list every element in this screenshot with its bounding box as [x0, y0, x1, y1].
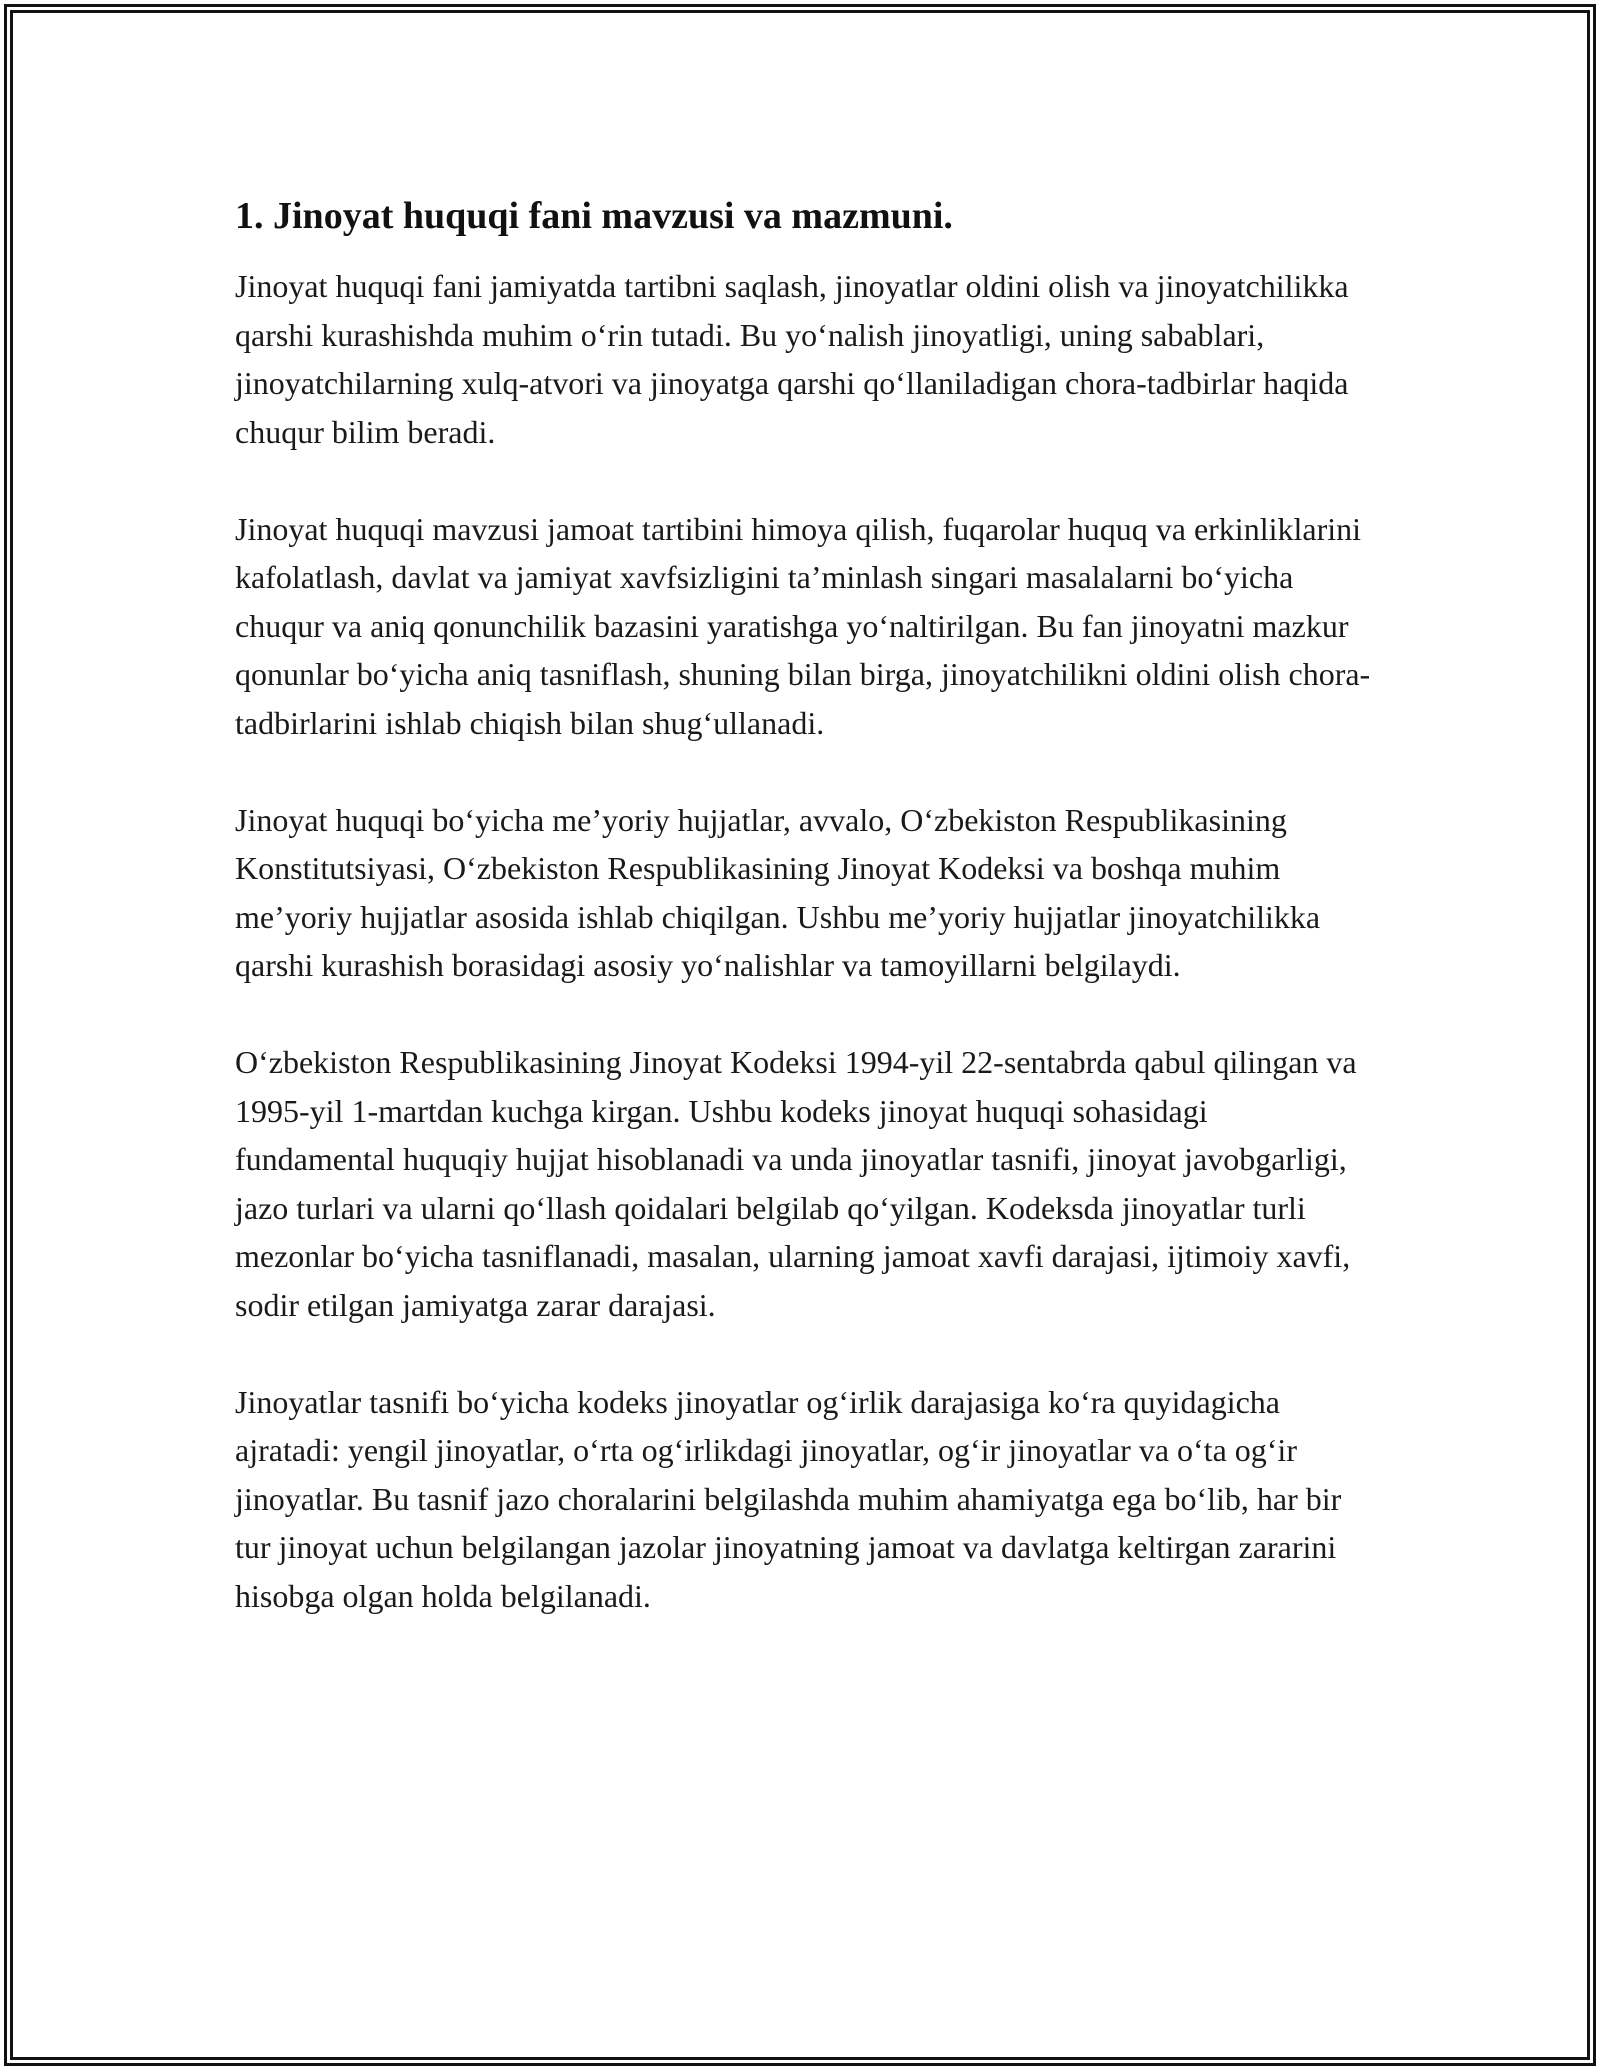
document-body [235, 186, 1375, 1620]
paragraph-5: Jinoyatlar tasnifi bo‘yicha kodeks jinoyatlar og‘irlik darajasiga ko‘ra quyidagicha ajratadi: yengil jinoyatlar, o‘rta og‘irlikdagi jinoyatlar, og‘ir jinoyatlar va o‘ta og‘ir jinoyatlar. Bu tasnif jazo choralarini belgilashda muhim ahamiyatga ega bo‘lib, har bir tur jinoyat uchun belgilangan jazolar jinoyatning jamoat va davlatga keltirgan zararini hisobga olgan holda belgilanadi. [235, 1383, 1342, 1614]
section-heading: 1. Jinoyat huquqi fani mavzusi va mazmuni. [235, 195, 953, 237]
paragraph-2: Jinoyat huquqi mavzusi jamoat tartibini himoya qilish, fuqarolar huquq va erkinliklarini kafolatlash, davlat va jamiyat xavfsizligini ta’minlash singari masalalarni bo‘yicha chuqur va aniq qonunchilik bazasini yaratishga yo‘naltirilgan. Bu fan jinoyatni mazkur qonunlar bo‘yicha aniq tasniflash, shuning bilan birga, jinoyatchilikni oldini olish chora-tadbirlarini ishlab chiqish bilan shug‘ullanadi. [235, 510, 1371, 741]
paragraph-1: Jinoyat huquqi fani jamiyatda tartibni saqlash, jinoyatlar oldini olish va jinoyatchilikka qarshi kurashishda muhim o‘rin tutadi. Bu yo‘nalish jinoyatligi, uning sabablari, jinoyatchilarning xulq-atvori va jinoyatga qarshi qo‘llaniladigan chora-tadbirlar haqida chuqur bilim beradi. [235, 268, 1349, 450]
paragraph-4: O‘zbekiston Respublikasining Jinoyat Kodeksi 1994-yil 22-sentabrda qabul qilingan va 1995-yil 1-martdan kuchga kirgan. Ushbu kodeks jinoyat huquqi sohasidagi fundamental huquqiy hujjat hisoblanadi va unda jinoyatlar tasnifi, jinoyat javobgarligi, jazo turlari va ularni qo‘llash qoidalari belgilab qo‘yilgan. Kodeksda jinoyatlar turli mezonlar bo‘yicha tasniflanadi, masalan, ularning jamoat xavfi darajasi, ijtimoiy xavfi, sodir etilgan jamiyatga zarar darajasi. [235, 1044, 1357, 1323]
paragraph-3: Jinoyat huquqi bo‘yicha me’yoriy hujjatlar, avvalo, O‘zbekiston Respublikasining Konstitutsiyasi, O‘zbekiston Respublikasining Jinoyat Kodeksi va boshqa muhim me’yoriy hujjatlar asosida ishlab chiqilgan. Ushbu me’yoriy hujjatlar jinoyatchilikka qarshi kurashish borasidagi asosiy yo‘nalishlar va tamoyillarni belgilaydi. [235, 801, 1321, 983]
